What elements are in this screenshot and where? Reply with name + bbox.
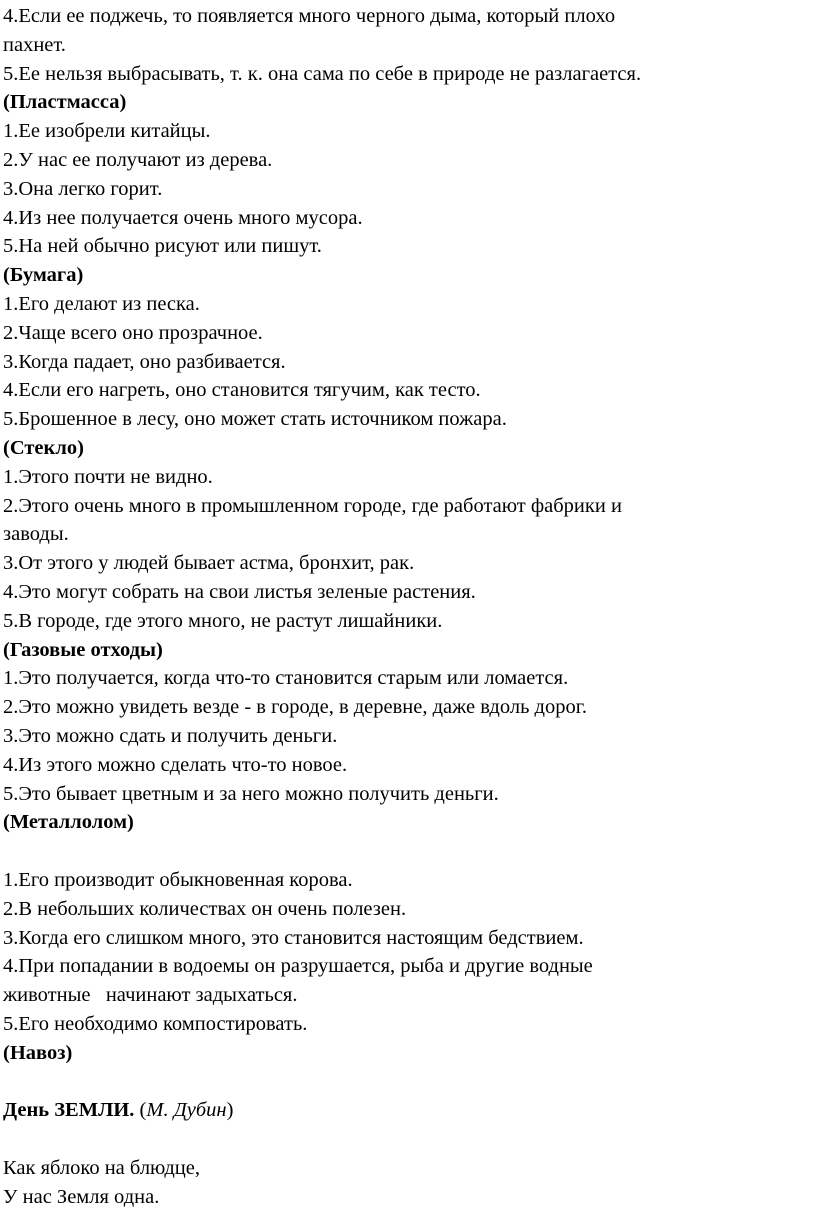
text-line: 4.Это могут собрать на свои листья зеленые растения.: [3, 580, 476, 603]
text-line: 4.Из этого можно сделать что-то новое.: [3, 753, 348, 776]
poem-line: Как яблоко на блюдце,: [3, 1156, 200, 1179]
text-line: 5.Брошенное в лесу, оно может стать источником пожара.: [3, 408, 507, 431]
text-line: 1.Его производит обыкновенная корова.: [3, 868, 353, 891]
document-page: [3, 2, 809, 1211]
text-line: 1.Это получается, когда что-то становится старым или ломается.: [3, 667, 569, 690]
poem-author: М. Дубин: [146, 1099, 227, 1122]
text-line: 2.Этого очень много в промышленном городе, где работают фабрики и: [3, 494, 622, 517]
text-line: 4.Из нее получается очень много мусора.: [3, 206, 363, 229]
answer-label: (Пластмасса): [3, 91, 127, 114]
text-line: 2.Чаще всего оно прозрачное.: [3, 321, 263, 344]
text-line: 3.Она легко горит.: [3, 177, 163, 200]
text-line: 2.У нас ее получают из дерева.: [3, 148, 273, 171]
text-line: 1.Его делают из песка.: [3, 292, 200, 315]
blank-line: [3, 1067, 809, 1096]
answer-label: (Бумага): [3, 264, 84, 287]
text-line: пахнет.: [3, 33, 66, 56]
text-line: 5.На ней обычно рисуют или пишут.: [3, 235, 322, 258]
text-line: 3.Когда падает, оно разбивается.: [3, 350, 286, 373]
blank-line: [3, 837, 809, 866]
text-line: 3.От этого у людей бывает астма, бронхит, рак.: [3, 552, 415, 575]
poem-paren-open: (: [134, 1099, 147, 1122]
answer-label: (Стекло): [3, 436, 84, 459]
text-line: 5.Это бывает цветным и за него можно получить деньги.: [3, 782, 499, 805]
text-line: 4.Если его нагреть, оно становится тягучим, как тесто.: [3, 379, 481, 402]
text-line: 5.В городе, где этого много, не растут лишайники.: [3, 609, 443, 632]
text-line: животные начинают задыхаться.: [3, 984, 298, 1007]
poem-heading: [3, 1096, 809, 1125]
poem-line: У нас Земля одна.: [3, 1185, 160, 1208]
text-line: 5.Ее нельзя выбрасывать, т. к. она сама по себе в природе не разлагается.: [3, 62, 642, 85]
text-line: 1.Этого почти не видно.: [3, 465, 213, 488]
text-line: 4.При попадании в водоемы он разрушается, рыба и другие водные: [3, 955, 593, 978]
text-line: 4.Если ее поджечь, то появляется много черного дыма, который плохо: [3, 5, 616, 27]
answer-label: (Газовые отходы): [3, 638, 163, 661]
text-line: 1.Ее изобрели китайцы.: [3, 120, 211, 143]
poem-title: День ЗЕМЛИ.: [3, 1099, 135, 1122]
answer-label: (Навоз): [3, 1041, 73, 1064]
blank-line: [3, 1125, 809, 1154]
text-line: 2.Это можно увидеть везде - в городе, в деревне, даже вдоль дорог.: [3, 696, 587, 719]
poem-paren-close: ): [226, 1099, 234, 1122]
text-line: 3.Это можно сдать и получить деньги.: [3, 724, 338, 747]
answer-label: (Металлолом): [3, 811, 134, 834]
text-line: 3.Когда его слишком много, это становится настоящим бедствием.: [3, 926, 584, 949]
text-line: 5.Его необходимо компостировать.: [3, 1012, 308, 1035]
text-line: 2.В небольших количествах он очень полезен.: [3, 897, 407, 920]
text-line: заводы.: [3, 523, 69, 546]
